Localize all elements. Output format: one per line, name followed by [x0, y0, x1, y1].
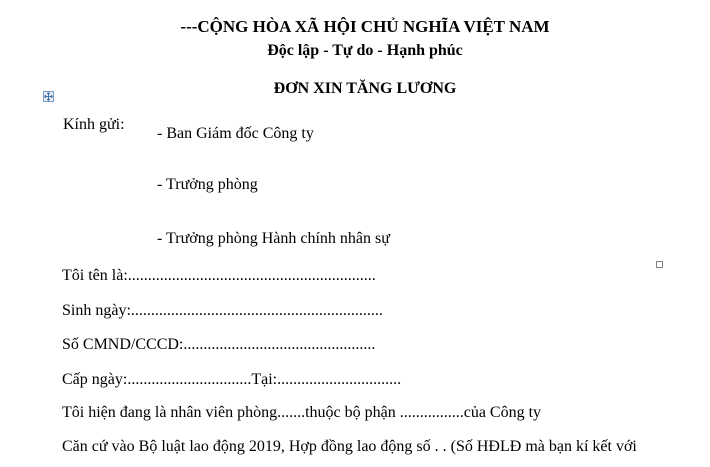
national-title: ---CỘNG HÒA XÃ HỘI CHỦ NGHĨA VIỆT NAM [180, 17, 550, 36]
table-move-handle-icon[interactable] [43, 91, 54, 102]
field-issue-date-place: Cấp ngày:...............................Tại:............................... [62, 371, 402, 388]
field-employment: Tôi hiện đang là nhân viên phòng.......thuộc bộ phận ................của Công ty [62, 404, 542, 421]
recipient-item: - Ban Giám đốc Công ty [157, 125, 314, 142]
recipient-item: - Trưởng phòng Hành chính nhân sự [157, 230, 390, 247]
document-title: ĐƠN XIN TĂNG LƯƠNG [273, 80, 457, 97]
field-legal-basis: Căn cứ vào Bộ luật lao động 2019, Hợp đồng lao động số . . (Số HĐLĐ mà bạn kí kết với [62, 438, 637, 455]
recipient-item: - Trưởng phòng [157, 176, 258, 193]
field-id-number: Số CMND/CCCD:................................................ [62, 336, 376, 353]
field-birth-date: Sinh ngày:............................................................... [62, 302, 383, 319]
motto: Độc lập - Tự do - Hạnh phúc [267, 42, 463, 59]
table-resize-handle-icon[interactable] [656, 261, 663, 268]
field-full-name: Tôi tên là:.............................................................. [62, 267, 376, 284]
recipient-label: Kính gửi: [63, 116, 125, 133]
